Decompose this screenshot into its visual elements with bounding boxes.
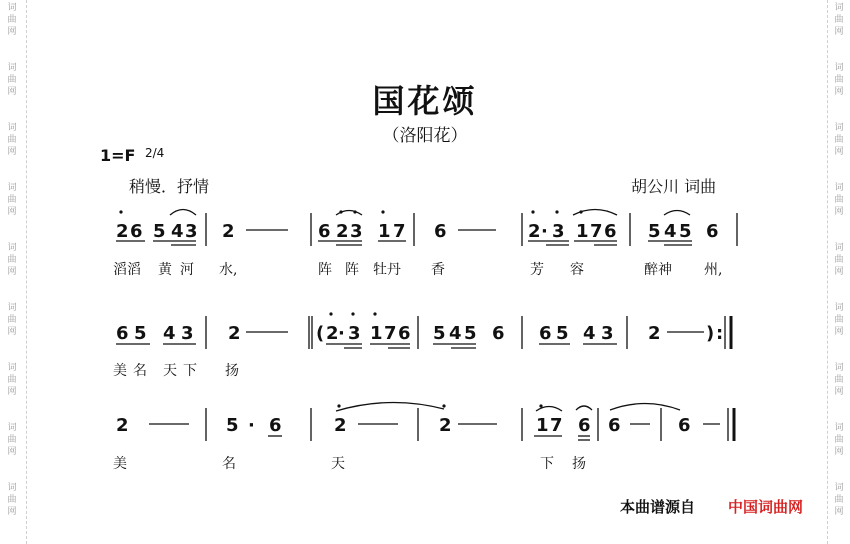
lyric-syllable: 阵 (345, 262, 359, 278)
svg-text:3: 3 (348, 323, 361, 344)
svg-text::: : (716, 323, 724, 344)
svg-text:6: 6 (678, 415, 691, 436)
lyric-syllable: 扬 (572, 456, 586, 472)
svg-text:2: 2 (528, 221, 541, 242)
svg-text:6: 6 (604, 221, 617, 242)
watermark-text: 词曲网 (7, 483, 17, 517)
svg-text:5: 5 (648, 221, 661, 242)
credits: 胡公川 词曲 (631, 177, 717, 196)
watermark-text: 词曲网 (834, 3, 844, 37)
watermark-text: 词曲网 (834, 483, 844, 517)
svg-text:5: 5 (464, 323, 477, 344)
svg-text:6: 6 (608, 415, 621, 436)
svg-text:6: 6 (578, 415, 591, 436)
watermark-text: 词曲网 (834, 183, 844, 217)
svg-text:1: 1 (576, 221, 589, 242)
lyric-syllable: 黄 (158, 262, 172, 278)
svg-text:7: 7 (550, 415, 563, 436)
watermark-text: 词曲网 (834, 363, 844, 397)
lyric-syllable: 牡丹 (373, 262, 401, 278)
svg-text:2: 2 (648, 323, 661, 344)
watermark-text: 词曲网 (7, 303, 17, 337)
svg-text:7: 7 (590, 221, 603, 242)
lyric-syllable: 天 (331, 456, 345, 472)
watermark-text: 词曲网 (7, 123, 17, 157)
svg-text:4: 4 (449, 323, 462, 344)
svg-text:3: 3 (350, 221, 363, 242)
svg-text:6: 6 (492, 323, 505, 344)
tempo-marking: 稍慢．抒情 (129, 177, 210, 196)
lyric-syllable: 美名 (113, 363, 153, 379)
watermark-text: 词曲网 (834, 63, 844, 97)
svg-text:5: 5 (433, 323, 446, 344)
key-signature: 1=F (100, 146, 136, 165)
watermark-text: 词曲网 (7, 63, 17, 97)
lyric-syllable: 水, (219, 262, 238, 278)
svg-text:·: · (338, 323, 345, 344)
watermark-text: 词曲网 (834, 243, 844, 277)
lyric-syllable: 香 (431, 262, 445, 278)
svg-text:3: 3 (552, 221, 565, 242)
svg-text:1: 1 (536, 415, 549, 436)
svg-text:6: 6 (269, 415, 282, 436)
svg-text:5: 5 (153, 221, 166, 242)
svg-text:4: 4 (163, 323, 176, 344)
svg-text:2: 2 (326, 323, 339, 344)
svg-text:·: · (541, 221, 548, 242)
svg-text:2: 2 (439, 415, 452, 436)
watermark-text: 词曲网 (7, 3, 17, 37)
svg-text:6: 6 (706, 221, 719, 242)
svg-text:2: 2 (116, 221, 129, 242)
lyric-syllable: 扬 (225, 363, 239, 379)
svg-text:1: 1 (378, 221, 391, 242)
lyric-syllable: 芳 (530, 262, 544, 278)
watermark-text: 词曲网 (7, 423, 17, 457)
lyric-syllable: 容 (570, 262, 584, 278)
lyric-syllable: 美 (113, 456, 127, 472)
lyric-syllable: 滔滔 (113, 262, 141, 278)
svg-text:2: 2 (334, 415, 347, 436)
svg-text:3: 3 (601, 323, 614, 344)
watermark-text: 词曲网 (7, 363, 17, 397)
svg-text:1: 1 (370, 323, 383, 344)
svg-text:6: 6 (318, 221, 331, 242)
svg-text:(: ( (316, 323, 325, 344)
svg-text:2: 2 (336, 221, 349, 242)
source-site-link[interactable]: 中国词曲网 (728, 498, 804, 516)
svg-text:6: 6 (539, 323, 552, 344)
svg-text:6: 6 (116, 323, 129, 344)
watermark-text: 词曲网 (7, 183, 17, 217)
svg-text:4: 4 (583, 323, 596, 344)
watermark-text: 词曲网 (834, 303, 844, 337)
source-label: 本曲谱源自 (620, 498, 696, 516)
svg-text:4: 4 (664, 221, 677, 242)
watermark-text: 词曲网 (834, 123, 844, 157)
lyric-syllable: 天下 (163, 363, 203, 379)
svg-text:5: 5 (134, 323, 147, 344)
time-signature: 2/4 (145, 146, 165, 160)
svg-text:5: 5 (679, 221, 692, 242)
svg-text:7: 7 (393, 221, 406, 242)
lyric-syllable: 阵 (318, 262, 332, 278)
lyric-syllable: 河 (180, 262, 194, 278)
lyric-syllable: 下 (540, 456, 554, 472)
lyric-syllable: 州, (704, 262, 723, 278)
lyric-syllable: 醉神 (644, 262, 672, 278)
svg-text:6: 6 (434, 221, 447, 242)
svg-text:5: 5 (226, 415, 239, 436)
svg-text:): ) (706, 323, 715, 344)
svg-text:3: 3 (185, 221, 198, 242)
svg-text:2: 2 (228, 323, 241, 344)
svg-text:2: 2 (222, 221, 235, 242)
watermark-text: 词曲网 (834, 423, 844, 457)
svg-text:7: 7 (384, 323, 397, 344)
svg-text:2: 2 (116, 415, 129, 436)
svg-text:5: 5 (556, 323, 569, 344)
lyric-syllable: 名 (222, 456, 236, 472)
watermark-text: 词曲网 (7, 243, 17, 277)
svg-text:4: 4 (171, 221, 184, 242)
svg-text:6: 6 (398, 323, 411, 344)
song-subtitle: （洛阳花） (382, 126, 468, 146)
svg-text:·: · (248, 415, 255, 436)
song-title: 国花颂 (372, 82, 478, 120)
svg-text:3: 3 (181, 323, 194, 344)
svg-text:6: 6 (130, 221, 143, 242)
